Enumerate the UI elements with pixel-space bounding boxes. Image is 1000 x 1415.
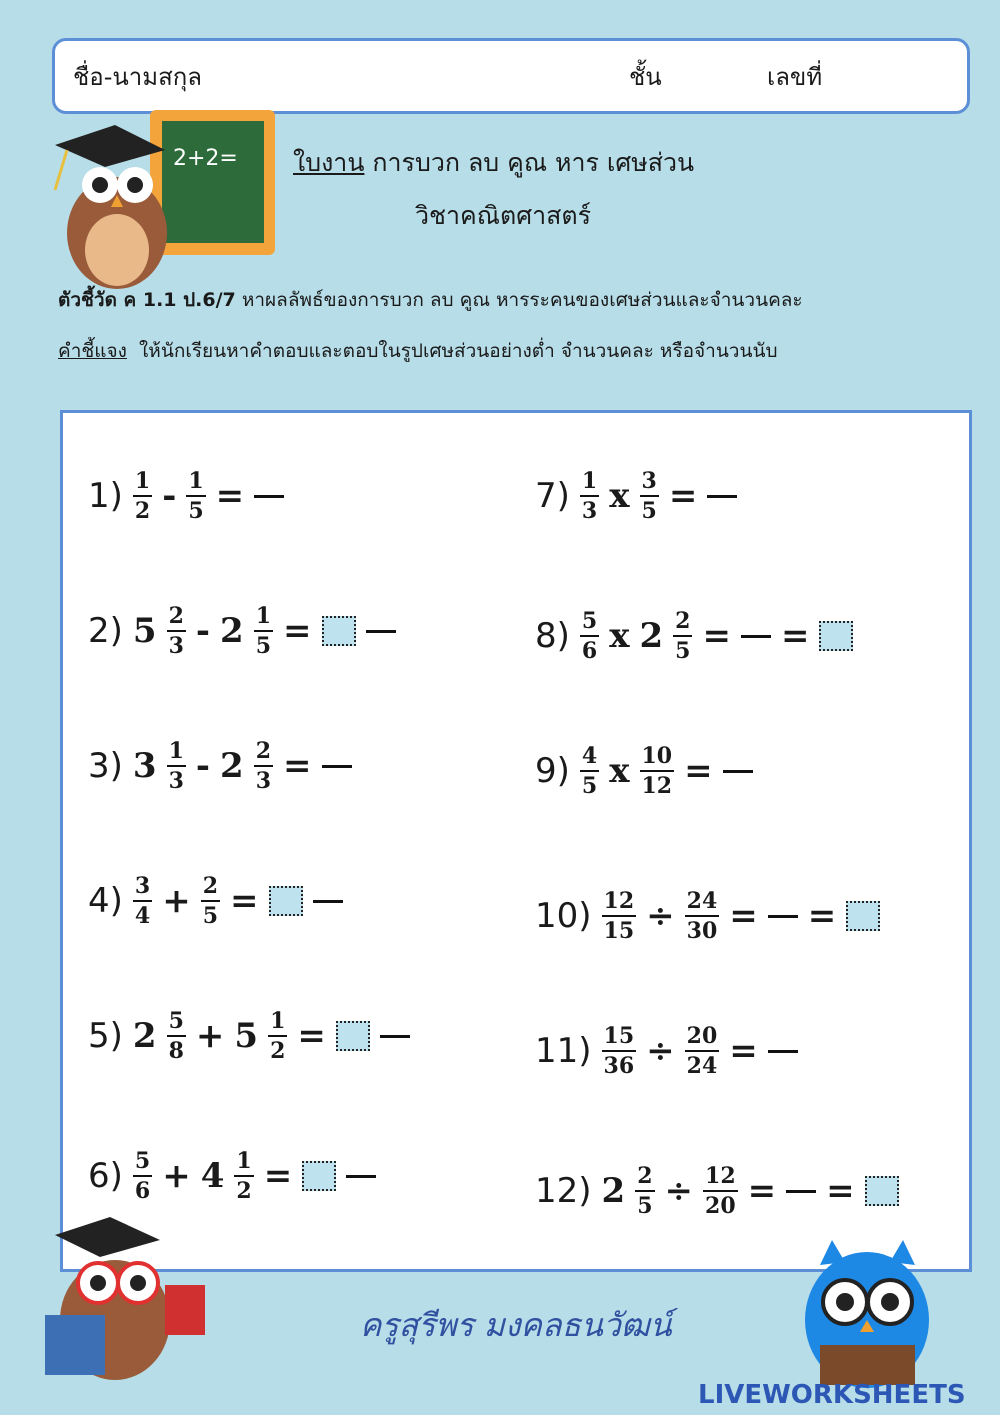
fraction [602, 1025, 637, 1077]
fraction [673, 610, 692, 662]
problem-number: 2) [88, 611, 123, 651]
answer-box[interactable] [846, 901, 880, 931]
problem-number: 4) [88, 881, 123, 921]
fraction [580, 470, 599, 522]
denominator: 36 [603, 1053, 635, 1079]
problem-number: 12) [535, 1171, 592, 1211]
operator: ÷ [646, 1031, 675, 1071]
numerator: 2 [673, 610, 692, 637]
fraction [685, 1025, 720, 1077]
denominator: 3 [255, 768, 271, 794]
fraction [234, 1150, 253, 1202]
operator: + [195, 1016, 225, 1056]
operator: - [195, 746, 211, 786]
fraction [703, 1165, 738, 1217]
answer-box[interactable] [819, 621, 853, 651]
worksheet-label: ใบงาน [293, 148, 365, 177]
equals-sign: = [230, 881, 259, 921]
denominator: 2 [270, 1038, 286, 1064]
numerator: 2 [635, 1165, 654, 1192]
fraction [685, 890, 720, 942]
equals-sign: = [684, 751, 713, 791]
answer-fraction-line[interactable] [380, 1035, 410, 1038]
numerator: 24 [685, 890, 720, 917]
denominator: 15 [603, 918, 635, 944]
problem-number: 7) [535, 476, 570, 516]
numerator: 5 [133, 1150, 152, 1177]
denominator: 3 [168, 633, 184, 659]
problems-panel [60, 410, 972, 1272]
numerator: 5 [167, 1010, 186, 1037]
denominator: 6 [134, 1178, 151, 1204]
equals-sign: = [780, 616, 810, 656]
denominator: 5 [675, 638, 691, 664]
numerator: 1 [167, 740, 186, 767]
answer-fraction-line[interactable] [741, 635, 771, 638]
numerator: 2 [167, 605, 186, 632]
equals-sign: = [729, 896, 758, 936]
problem-2 [88, 605, 396, 657]
denominator: 8 [168, 1038, 184, 1064]
answer-fraction-line[interactable] [707, 495, 737, 498]
denominator: 3 [581, 498, 598, 524]
fraction [201, 875, 220, 927]
whole-number: 2 [639, 616, 664, 656]
operator: x [609, 616, 630, 656]
answer-box[interactable] [336, 1021, 370, 1051]
owl-book-illustration [800, 1240, 935, 1390]
fraction [580, 745, 599, 797]
numerator: 3 [133, 875, 152, 902]
whole-number: 2 [601, 1171, 626, 1211]
equals-sign: = [826, 1171, 855, 1211]
whole-number: 5 [132, 611, 157, 651]
numerator: 12 [602, 890, 637, 917]
equals-sign: = [283, 611, 312, 651]
answer-box[interactable] [322, 616, 356, 646]
problem-number: 1) [88, 476, 123, 516]
equals-sign: = [729, 1031, 758, 1071]
problem-number: 11) [535, 1031, 592, 1071]
problem-6 [88, 1150, 376, 1202]
equals-sign: = [297, 1016, 326, 1056]
answer-box[interactable] [865, 1176, 899, 1206]
denominator: 24 [686, 1053, 718, 1079]
denominator: 5 [637, 1193, 653, 1219]
liveworksheets-logo: LIVEWORKSHEETS [698, 1380, 966, 1410]
fraction [167, 740, 186, 792]
problem-number: 10) [535, 896, 592, 936]
numerator: 1 [234, 1150, 253, 1177]
denominator: 6 [581, 638, 598, 664]
operator: + [162, 1156, 191, 1196]
numerator: 10 [640, 745, 675, 772]
denominator: 30 [686, 918, 718, 944]
answer-fraction-line[interactable] [768, 915, 798, 918]
equals-sign: = [807, 896, 837, 936]
fraction [167, 1010, 186, 1062]
equals-sign: = [747, 1171, 777, 1211]
numerator: 4 [580, 745, 599, 772]
problem-7 [535, 470, 737, 522]
denominator: 5 [188, 498, 204, 524]
numerator: 1 [580, 470, 599, 497]
name-box [52, 38, 970, 114]
fraction [133, 875, 152, 927]
problem-number: 3) [88, 746, 123, 786]
instruction-text: ให้นักเรียนหาคำตอบและตอบในรูปเศษส่วนอย่างต่ำ จำนวนคละ หรือจำนวนนับ [139, 340, 778, 362]
equals-sign: = [283, 746, 312, 786]
problem-number: 8) [535, 616, 570, 656]
denominator: 2 [236, 1178, 252, 1204]
class-label: ชั้น [629, 63, 662, 91]
denominator: 5 [202, 903, 219, 929]
problem-3 [88, 740, 352, 792]
whole-number: 2 [220, 746, 244, 786]
number-label: เลขที่ [767, 63, 823, 91]
numerator: 12 [703, 1165, 738, 1192]
problem-number: 9) [535, 751, 570, 791]
indicator-label: ตัวชี้วัด ค 1.1 ป.6/7 [58, 289, 236, 311]
denominator: 2 [134, 498, 151, 524]
numerator: 5 [580, 610, 599, 637]
problem-4 [88, 875, 343, 927]
whole-number: 3 [132, 746, 157, 786]
instruction-label: คำชี้แจง [58, 340, 127, 362]
numerator: 20 [685, 1025, 720, 1052]
denominator: 5 [641, 498, 657, 524]
denominator: 20 [705, 1193, 736, 1219]
fraction [640, 745, 675, 797]
fraction [254, 605, 273, 657]
problem-12 [535, 1165, 899, 1217]
problem-number: 6) [88, 1156, 123, 1196]
answer-fraction-line[interactable] [768, 1050, 798, 1053]
owl-teacher-illustration [45, 105, 280, 290]
operator: x [609, 476, 630, 516]
whole-number: 2 [220, 611, 244, 651]
fraction [640, 470, 659, 522]
worksheet-title [293, 143, 694, 183]
whole-number: 4 [200, 1156, 225, 1196]
numerator: 1 [268, 1010, 287, 1037]
equals-sign: = [263, 1156, 293, 1196]
fraction [602, 890, 637, 942]
problem-1 [88, 470, 284, 522]
owl-reading-illustration [40, 1215, 230, 1385]
fraction [635, 1165, 654, 1217]
fraction [186, 470, 205, 522]
numerator: 2 [254, 740, 273, 767]
denominator: 3 [168, 768, 184, 794]
indicator-line [58, 285, 803, 315]
denominator: 5 [581, 773, 598, 799]
fraction [580, 610, 599, 662]
board-text: 2+2= [173, 146, 238, 171]
instruction-line [58, 336, 778, 366]
answer-fraction-line[interactable] [313, 900, 343, 903]
equals-sign: = [215, 476, 245, 516]
teacher-signature: ครูสุรีพร มงคลธนวัฒน์ [360, 1306, 672, 1344]
problem-5 [88, 1010, 410, 1062]
numerator: 1 [254, 605, 273, 632]
problem-9 [535, 745, 753, 797]
indicator-text: หาผลลัพธ์ของการบวก ลบ คูณ หารระคนของเศษส่วนและจำนวนคละ [241, 289, 803, 311]
fraction [254, 740, 273, 792]
operator: - [162, 476, 177, 516]
numerator: 1 [133, 470, 152, 497]
problem-10 [535, 890, 880, 942]
fraction [133, 1150, 152, 1202]
numerator: 3 [640, 470, 659, 497]
fraction [167, 605, 186, 657]
operator: - [195, 611, 211, 651]
topic-text: การบวก ลบ คูณ หาร เศษส่วน [372, 148, 695, 177]
operator: ÷ [664, 1171, 694, 1211]
problem-11 [535, 1025, 798, 1077]
answer-fraction-line[interactable] [366, 630, 396, 633]
subject-title: วิชาคณิตศาสตร์ [415, 201, 592, 230]
fraction [268, 1010, 287, 1062]
operator: x [609, 751, 630, 791]
numerator: 2 [201, 875, 220, 902]
problem-number: 5) [88, 1016, 123, 1056]
answer-fraction-line[interactable] [254, 495, 284, 498]
operator: + [162, 881, 191, 921]
numerator: 1 [186, 470, 205, 497]
operator: ÷ [646, 896, 675, 936]
whole-number: 5 [234, 1016, 259, 1056]
answer-fraction-line[interactable] [322, 765, 352, 768]
answer-fraction-line[interactable] [786, 1190, 816, 1193]
answer-fraction-line[interactable] [723, 770, 753, 773]
denominator: 12 [641, 773, 673, 799]
fraction [133, 470, 152, 522]
answer-fraction-line[interactable] [346, 1175, 376, 1178]
answer-box[interactable] [269, 886, 303, 916]
numerator: 15 [602, 1025, 637, 1052]
whole-number: 2 [132, 1016, 157, 1056]
equals-sign: = [702, 616, 731, 656]
equals-sign: = [668, 476, 698, 516]
name-label: ชื่อ-นามสกุล [73, 63, 202, 91]
answer-box[interactable] [302, 1161, 336, 1191]
denominator: 4 [134, 903, 151, 929]
problem-8 [535, 610, 853, 662]
denominator: 5 [255, 633, 271, 659]
